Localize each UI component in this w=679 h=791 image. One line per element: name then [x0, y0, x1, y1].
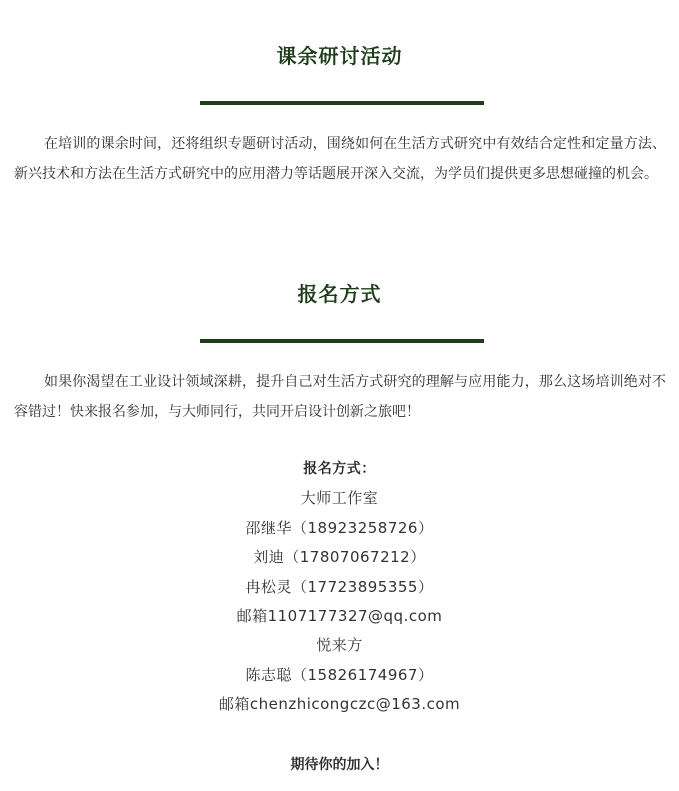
activities-paragraph: 在培训的课余时间，还将组织专题研讨活动，围绕如何在生活方式研究中有效结合定性和定量方法、新兴技术和方法在生活方式研究中的应用潜力等话题展开深入交流，为学员们提供更多思想碰撞的机会。	[14, 136, 666, 182]
contact-heading: 报名方式：	[303, 461, 376, 477]
closing-text: 期待你的加入！	[290, 757, 389, 773]
contact-email[interactable]: 邮箱1107177327@qq.com	[236, 607, 443, 626]
contact-person: 刘迪（17807067212）	[253, 548, 426, 567]
contact-block	[0, 455, 679, 720]
contact-person: 邵继华（18923258726）	[245, 518, 434, 537]
section-title-activities: 课余研讨活动	[276, 44, 403, 68]
registration-paragraph: 如果你渴望在工业设计领域深耕，提升自己对生活方式研究的理解与应用能力，那么这场培训绝对不容错过！快来报名参加，与大师同行，共同开启设计创新之旅吧！	[14, 374, 666, 420]
contact-org-name: 悦来方	[316, 636, 363, 655]
contact-org-name: 大师工作室	[300, 489, 379, 508]
section-title-registration: 报名方式	[297, 282, 382, 306]
contact-email[interactable]: 邮箱chenzhicongczc@163.com	[218, 695, 461, 714]
section-divider	[200, 101, 484, 105]
contact-person: 冉松灵（17723895355）	[245, 577, 434, 596]
contact-person: 陈志聪（15826174967）	[245, 665, 434, 684]
section-divider	[200, 339, 484, 343]
